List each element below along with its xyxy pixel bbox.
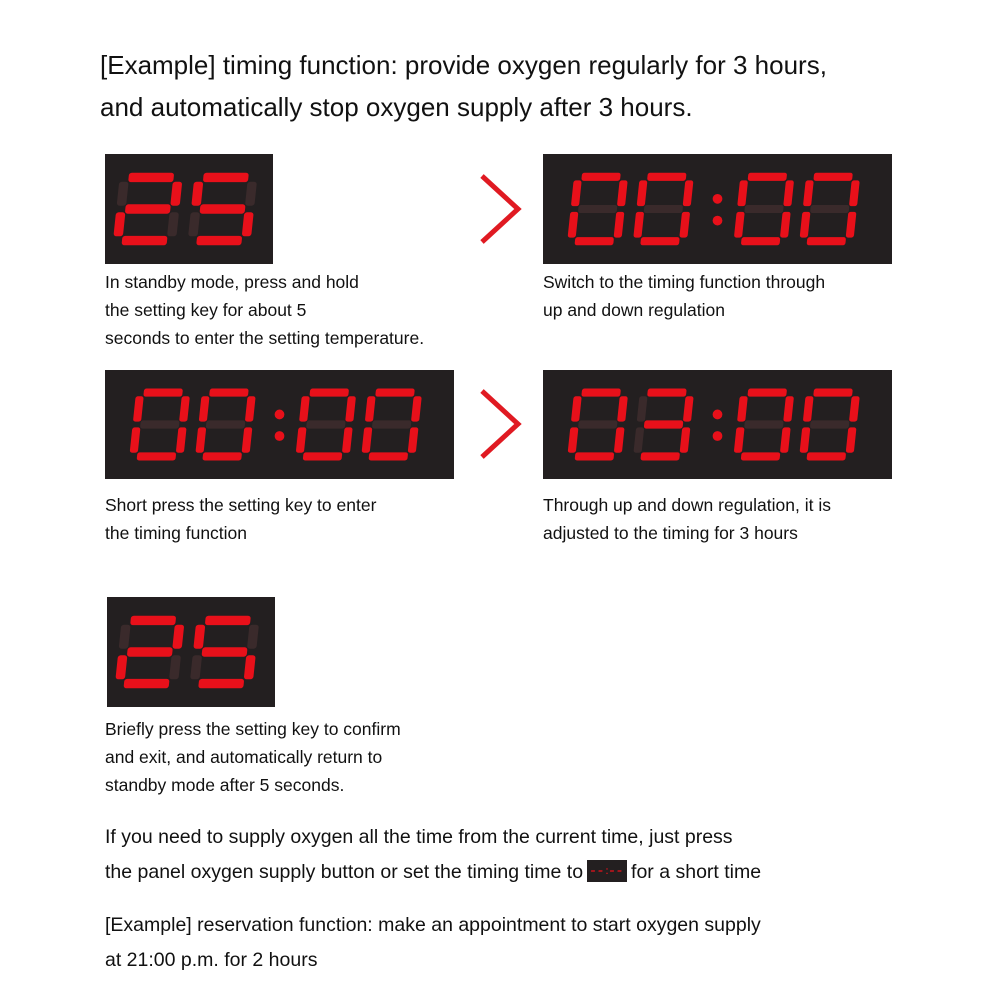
- caption-adjust-3-hours: [543, 491, 831, 547]
- caption-line: up and down regulation: [543, 300, 725, 320]
- display-temperature-5: [107, 597, 275, 707]
- digit--: [591, 870, 595, 871]
- inline-display-icon: [587, 860, 627, 882]
- digit-0: [195, 389, 257, 461]
- seven-segment-display: [543, 370, 892, 479]
- title-line-1: [Example] timing function: provide oxygen regularly for 3 hours,: [100, 50, 827, 80]
- digit-0: [129, 389, 191, 461]
- display-temperature-1: [105, 154, 273, 264]
- seven-segment-display: [543, 154, 892, 264]
- digit--: [598, 870, 602, 871]
- paragraph-line: [Example] reservation function: make an appointment to start oxygen supply: [105, 914, 761, 936]
- colon-dot: [606, 868, 607, 869]
- paragraph-continuous-supply: [105, 820, 761, 890]
- caption-line: Briefly press the setting key to confirm: [105, 719, 401, 739]
- colon-dot: [606, 873, 607, 874]
- digit-5: [189, 616, 260, 689]
- digit-0: [633, 173, 695, 246]
- caption-line: Through up and down regulation, it is: [543, 495, 831, 515]
- digit--: [617, 870, 621, 871]
- title-line-2: and automatically stop oxygen supply after 3 hours.: [100, 92, 693, 122]
- digit-0: [567, 173, 629, 246]
- caption-standby: [105, 268, 424, 352]
- caption-line: the setting key for about 5: [105, 300, 307, 320]
- caption-enter-timing: [105, 491, 376, 547]
- caption-line: standby mode after 5 seconds.: [105, 775, 345, 795]
- caption-line: and exit, and automatically return to: [105, 747, 383, 767]
- caption-line: Switch to the timing function through: [543, 272, 826, 292]
- digit-0: [295, 389, 357, 461]
- colon-dot: [713, 194, 723, 204]
- digit-0: [799, 173, 861, 246]
- paragraph-reservation: [105, 908, 761, 978]
- caption-switch-timing: [543, 268, 825, 324]
- paragraph-text: the panel oxygen supply button or set the timing time to: [105, 861, 584, 883]
- digit-0: [799, 389, 861, 461]
- seven-segment-display: [587, 860, 627, 882]
- digit-3: [633, 389, 695, 461]
- colon-dot: [275, 410, 285, 420]
- caption-line: Short press the setting key to enter: [105, 495, 377, 515]
- digit-5: [187, 173, 258, 246]
- digit-2: [112, 173, 183, 246]
- digit-0: [361, 389, 423, 461]
- seven-segment-display: [105, 370, 454, 479]
- digit-0: [567, 389, 629, 461]
- digit-0: [733, 389, 795, 461]
- colon-dot: [275, 431, 285, 441]
- paragraph-line: If you need to supply oxygen all the time from the current time, just press: [105, 826, 733, 848]
- caption-line: the timing function: [105, 523, 248, 543]
- paragraph-line: [105, 855, 761, 890]
- caption-line: adjusted to the timing for 3 hours: [543, 523, 798, 543]
- chevron-right-icon: [478, 387, 524, 461]
- colon-dot: [713, 216, 723, 226]
- chevron-right-icon: [478, 172, 524, 246]
- caption-line: In standby mode, press and hold: [105, 272, 359, 292]
- seven-segment-display: [105, 154, 273, 264]
- display-timer-4: [543, 370, 892, 479]
- colon-dot: [713, 410, 723, 420]
- paragraph-text: for a short time: [631, 861, 762, 883]
- display-timer-3: [105, 370, 454, 479]
- display-timer-2: [543, 154, 892, 264]
- digit-2: [114, 616, 185, 689]
- caption-line: seconds to enter the setting temperature.: [105, 328, 425, 348]
- colon-dot: [713, 431, 723, 441]
- digit-0: [733, 173, 795, 246]
- page-title: [100, 44, 960, 128]
- paragraph-line: at 21:00 p.m. for 2 hours: [105, 949, 318, 971]
- seven-segment-display: [107, 597, 275, 707]
- caption-confirm-exit: [105, 715, 401, 799]
- digit--: [610, 870, 614, 871]
